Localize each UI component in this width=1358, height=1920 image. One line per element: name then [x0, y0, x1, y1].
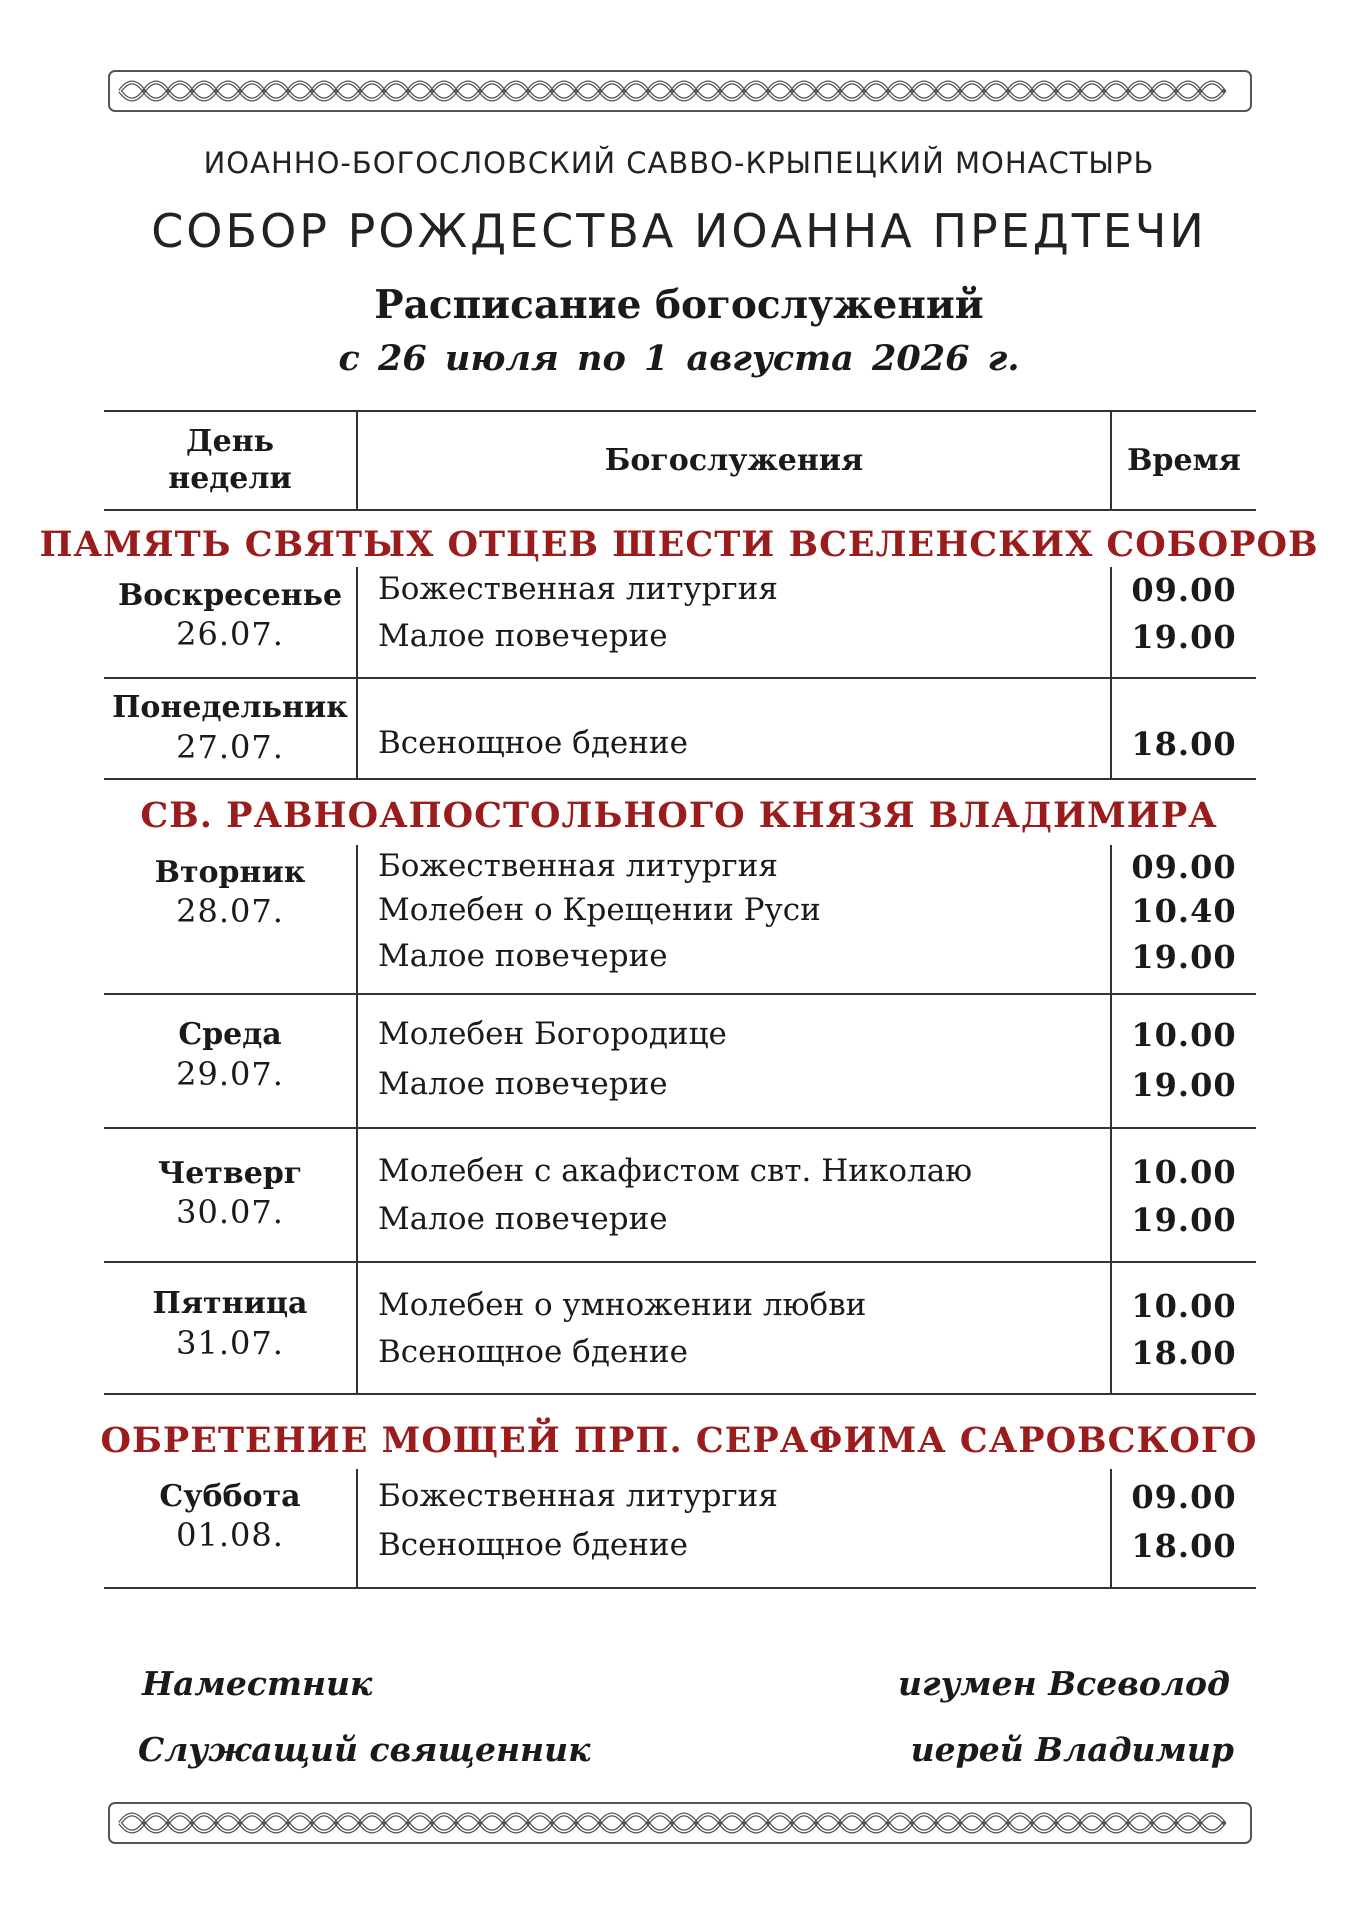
- signature-role: Служащий священник: [138, 1730, 591, 1769]
- service-time: 10.40: [1131, 892, 1237, 930]
- service-time: 19.00: [1131, 618, 1237, 656]
- service-time: 10.00: [1131, 1287, 1237, 1325]
- day-date: 31.07.: [176, 1324, 284, 1362]
- table-rule: [104, 993, 1256, 995]
- day-name: Воскресенье: [117, 578, 343, 613]
- table-rule: [104, 677, 1256, 679]
- service-time: 09.00: [1131, 1478, 1237, 1516]
- service-title: Всенощное бдение: [378, 725, 688, 761]
- service-time: 18.00: [1131, 725, 1237, 763]
- service-time: 19.00: [1131, 1201, 1237, 1239]
- interlace-ornament-top: [106, 68, 1254, 114]
- table-rule: [104, 778, 1256, 780]
- table-rule: [104, 509, 1256, 511]
- table-rule: [104, 410, 1256, 412]
- column-header-day-line1: День: [185, 424, 275, 459]
- feast-heading: ПАМЯТЬ СВЯТЫХ ОТЦЕВ ШЕСТИ ВСЕЛЕНСКИХ СОБОРОВ: [39, 524, 1319, 565]
- signature-person: иерей Владимир: [910, 1730, 1234, 1769]
- service-title: Молебен Богородице: [378, 1016, 727, 1052]
- service-time: 09.00: [1131, 848, 1237, 886]
- service-time: 09.00: [1131, 571, 1237, 609]
- column-header-time: Время: [1127, 443, 1241, 478]
- monastery-name: ИОАННО-БОГОСЛОВСКИЙ САВВО-КРЫПЕЦКИЙ МОНАСТЫРЬ: [203, 146, 1155, 180]
- day-date: 28.07.: [176, 892, 284, 930]
- column-header-day-line2: недели: [168, 461, 292, 496]
- signature-person: игумен Всеволод: [898, 1664, 1230, 1703]
- service-time: 10.00: [1131, 1016, 1237, 1054]
- day-name: Среда: [178, 1017, 282, 1052]
- day-date: 26.07.: [176, 615, 284, 653]
- cathedral-name: СОБОР РОЖДЕСТВА ИОАННА ПРЕДТЕЧИ: [151, 204, 1207, 258]
- day-date: 29.07.: [176, 1055, 284, 1093]
- interlace-ornament-bottom: [106, 1800, 1254, 1846]
- table-rule: [104, 1261, 1256, 1263]
- day-date: 27.07.: [176, 728, 284, 766]
- service-time: 18.00: [1131, 1334, 1237, 1372]
- column-divider: [356, 845, 358, 1394]
- service-title: Всенощное бдение: [378, 1527, 688, 1563]
- service-title: Малое повечерие: [378, 1066, 668, 1102]
- signature-role: Наместник: [142, 1664, 373, 1703]
- service-title: Божественная литургия: [378, 571, 778, 607]
- service-title: Молебен с акафистом свт. Николаю: [378, 1153, 973, 1189]
- table-rule: [104, 1127, 1256, 1129]
- table-rule: [104, 1587, 1256, 1589]
- column-divider: [356, 1469, 358, 1588]
- table-rule: [104, 1393, 1256, 1395]
- service-title: Малое повечерие: [378, 1201, 668, 1237]
- service-title: Всенощное бдение: [378, 1334, 688, 1370]
- date-range: с 26 июля по 1 августа 2026 г.: [338, 338, 1020, 379]
- feast-heading: ОБРЕТЕНИЕ МОЩЕЙ ПРП. СЕРАФИМА САРОВСКОГО: [100, 1420, 1258, 1461]
- service-title: Божественная литургия: [378, 1478, 778, 1514]
- service-title: Малое повечерие: [378, 618, 668, 654]
- day-name: Понедельник: [112, 690, 348, 725]
- service-time: 19.00: [1131, 938, 1237, 976]
- day-name: Пятница: [152, 1286, 308, 1321]
- service-title: Божественная литургия: [378, 848, 778, 884]
- day-name: Суббота: [159, 1479, 301, 1514]
- service-time: 18.00: [1131, 1527, 1237, 1565]
- day-date: 30.07.: [176, 1193, 284, 1231]
- feast-heading: СВ. РАВНОАПОСТОЛЬНОГО КНЯЗЯ ВЛАДИМИРА: [140, 795, 1218, 836]
- service-time: 10.00: [1131, 1153, 1237, 1191]
- day-name: Четверг: [157, 1156, 303, 1191]
- day-name: Вторник: [154, 855, 306, 890]
- column-header-services: Богослужения: [604, 443, 864, 478]
- column-divider: [356, 567, 358, 779]
- service-title: Малое повечерие: [378, 938, 668, 974]
- service-title: Молебен о умножении любви: [378, 1287, 867, 1323]
- service-title: Молебен о Крещении Руси: [378, 892, 821, 928]
- column-header-day: [104, 423, 356, 497]
- service-time: 19.00: [1131, 1066, 1237, 1104]
- day-date: 01.08.: [176, 1516, 284, 1554]
- page-title: Расписание богослужений: [374, 282, 984, 328]
